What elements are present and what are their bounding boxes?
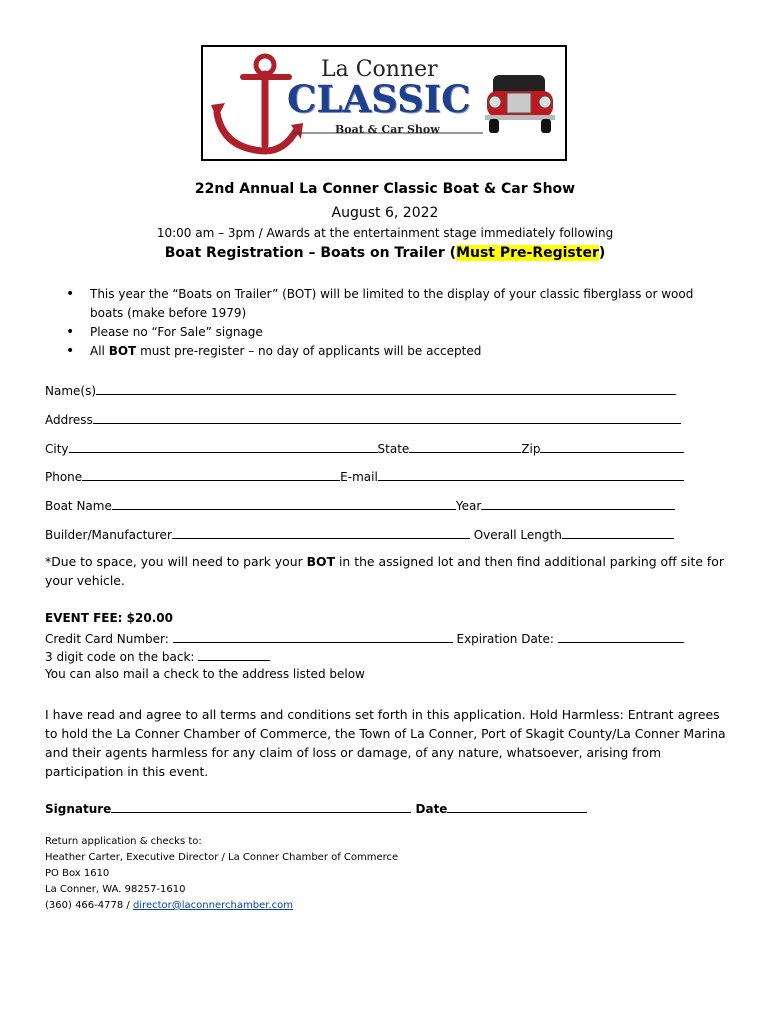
date-label: Date — [415, 802, 448, 816]
state-label: State — [377, 442, 410, 456]
return-info — [45, 834, 398, 914]
registration-heading-suffix: ) — [598, 245, 606, 261]
email-label: E-mail — [340, 470, 378, 484]
rule-item — [66, 342, 716, 361]
date-field[interactable] — [447, 800, 587, 813]
boat-name-year-row — [45, 497, 675, 513]
state-field[interactable] — [409, 440, 521, 453]
signature-label: Signature — [45, 802, 112, 816]
anchor-icon — [217, 56, 297, 151]
email-field[interactable] — [378, 468, 684, 481]
rule-item: • Please no “For Sale” signage — [66, 323, 716, 342]
boat-name-label: Boat Name — [45, 499, 112, 513]
name-field[interactable] — [96, 382, 676, 395]
classic-car-icon — [485, 75, 555, 133]
logo-subtitle: Boat & Car Show — [335, 123, 440, 136]
rule-bold: BOT — [108, 344, 137, 358]
registration-heading — [0, 245, 770, 261]
year-field[interactable] — [481, 497, 675, 510]
return-contact-line — [45, 898, 398, 914]
security-code-row — [45, 648, 270, 664]
parking-note — [45, 552, 735, 590]
security-code-label: 3 digit code on the back: — [45, 650, 195, 664]
event-fee: EVENT FEE: $20.00 — [45, 611, 173, 625]
name-field-row — [45, 382, 676, 398]
credit-card-row — [45, 630, 684, 646]
return-line: Heather Carter, Executive Director / La Conner Chamber of Commerce — [45, 852, 399, 863]
zip-field[interactable] — [540, 440, 684, 453]
event-hours: 10:00 am – 3pm / Awards at the entertainment stage immediately following — [156, 226, 614, 240]
rule-text: All — [90, 344, 109, 358]
mail-check-note: You can also mail a check to the address listed below — [45, 667, 365, 681]
city-label: City — [45, 442, 69, 456]
rules-list — [66, 285, 716, 361]
logo-la-conner: La Conner — [321, 57, 438, 82]
phone-email-row — [45, 468, 684, 484]
city-state-zip-row — [45, 440, 684, 456]
security-code-field[interactable] — [198, 648, 270, 661]
overall-length-field[interactable] — [562, 526, 674, 539]
event-logo — [201, 45, 567, 161]
parking-note-bold: BOT — [306, 554, 336, 569]
rule-text: must pre-register – no day of applicants will be accepted — [136, 344, 482, 358]
expiration-label: Expiration Date: — [456, 632, 554, 646]
must-preregister-highlight: Must Pre-Register — [456, 245, 599, 261]
event-date: August 6, 2022 — [331, 205, 439, 221]
registration-heading-prefix: Boat Registration – Boats on Trailer ( — [164, 245, 457, 261]
builder-field[interactable] — [172, 526, 470, 539]
return-line: La Conner, WA. 98257-1610 — [45, 884, 186, 895]
zip-label: Zip — [521, 442, 541, 456]
credit-card-label: Credit Card Number: — [45, 632, 169, 646]
city-field[interactable] — [69, 440, 378, 453]
signature-field[interactable] — [111, 800, 411, 813]
credit-card-field[interactable] — [173, 630, 453, 643]
parking-note-text: in the assigned lot and then find additional parking off site for your vehicle. — [45, 554, 724, 588]
signature-row — [45, 800, 587, 816]
hold-harmless-agreement: I have read and agree to all terms and conditions set forth in this application. Hold Harmless: Entrant agrees to hold the La Conner Chamber of Commerce, the Town of La Conner, Port of Skagit County/La Conner Marina and their agents harmless for any claim of loss or damage, of any nature, whatsoever, arising from participation in this event. — [45, 707, 726, 779]
return-line: PO Box 1610 — [45, 868, 110, 879]
return-phone: (360) 466-4778 / — [45, 900, 133, 911]
return-line: Return application & checks to: — [45, 836, 202, 847]
name-label: Name(s) — [45, 384, 97, 398]
address-field[interactable] — [93, 411, 681, 424]
address-field-row — [45, 411, 681, 427]
email-link[interactable]: director@laconnerchamber.com — [132, 900, 293, 911]
phone-label: Phone — [45, 470, 83, 484]
year-label: Year — [455, 499, 482, 513]
builder-label: Builder/Manufacturer — [45, 528, 172, 542]
rule-item: • This year the “Boats on Trailer” (BOT) will be limited to the display of your classic fiberglass or wood boats (make before 1979) — [66, 285, 716, 323]
expiration-field[interactable] — [558, 630, 684, 643]
parking-note-text: *Due to space, you will need to park your — [45, 554, 307, 569]
address-label: Address — [45, 413, 93, 427]
logo-classic: CLASSIC — [287, 77, 471, 121]
phone-field[interactable] — [82, 468, 340, 481]
event-title: 22nd Annual La Conner Classic Boat & Car Show — [194, 181, 576, 197]
overall-length-label: Overall Length — [473, 528, 562, 542]
builder-length-row — [45, 526, 674, 542]
boat-name-field[interactable] — [112, 497, 456, 510]
